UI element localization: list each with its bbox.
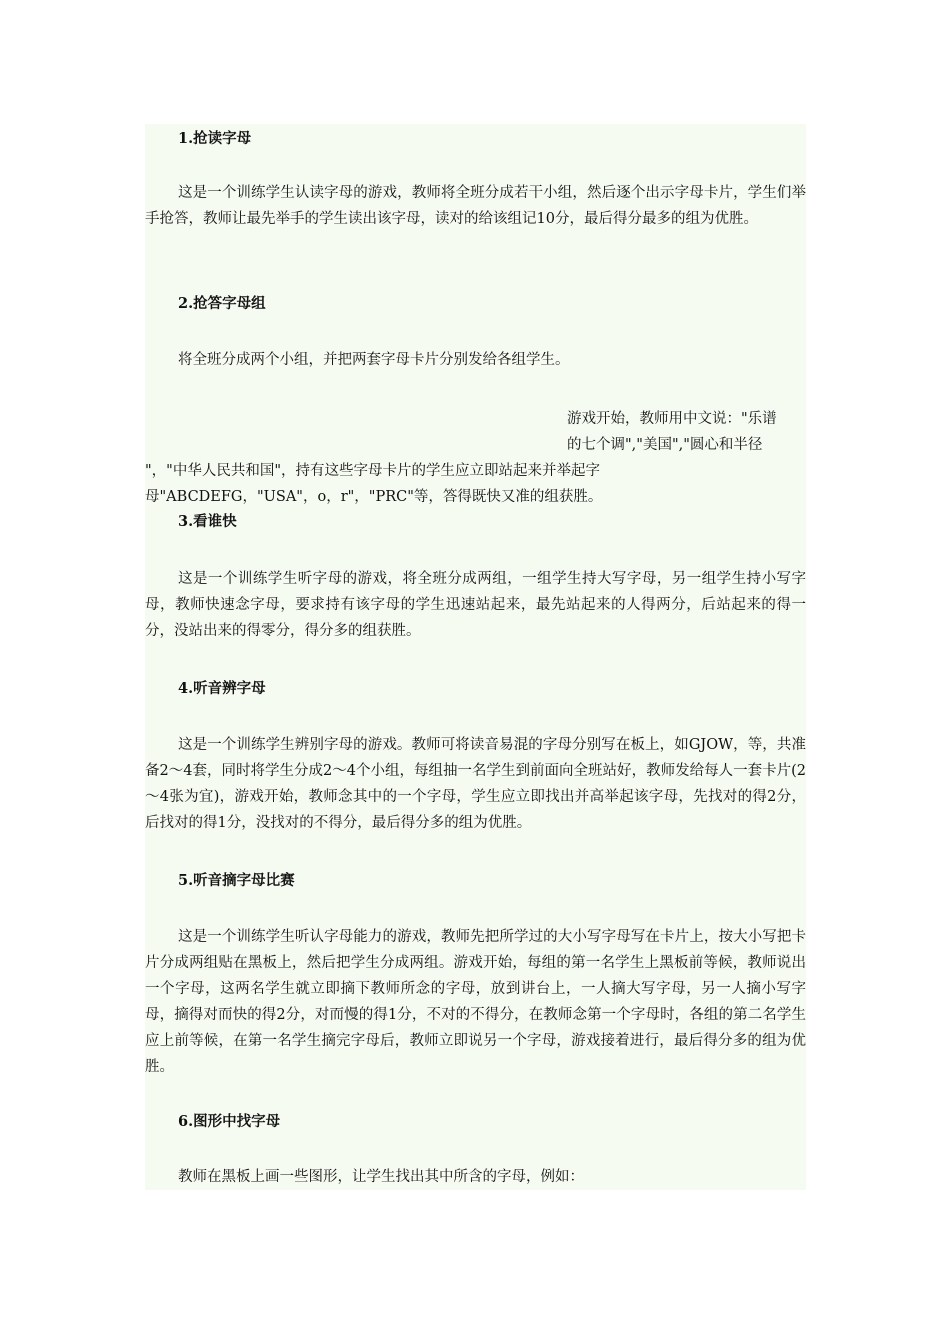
section-2-extra: [145, 406, 806, 516]
section-4-body: 这是一个训练学生辨别字母的游戏。教师可将读音易混的字母分别写在板上，如GJOW，等，共准备2～4套，同时将学生分成2～4个小组，每组抽一名学生到前面向全班站好，教师发给每人一套卡片(2～4张为宜)，游戏开始，教师念其中的一个字母，学生应立即找出并高举起该字母，先找对的得2分，后找对的得1分，没找对的不得分，最后得分多的组为优胜。: [145, 737, 806, 831]
section-6-title: 6.图形中找字母: [178, 1113, 281, 1130]
document-page: [145, 124, 806, 1190]
section-2-extra-line-2: 的七个调","美国","圆心和半径: [567, 437, 763, 453]
section-4-title: 4.听音辨字母: [178, 680, 266, 697]
section-2-body: 将全班分成两个小组，并把两套字母卡片分别发给各组学生。: [178, 352, 570, 368]
section-1-body: 这是一个训练学生认读字母的游戏，教师将全班分成若干小组，然后逐个出示字母卡片，学生们举手抢答，教师让最先举手的学生读出该字母，读对的给该组记10分，最后得分最多的组为优胜。: [145, 185, 806, 227]
section-3-title: 3.看谁快: [178, 513, 237, 530]
section-2-extra-line-1: 游戏开始，教师用中文说："乐谱: [567, 411, 777, 427]
section-5-body: 这是一个训练学生听认字母能力的游戏，教师先把所学过的大小写字母写在卡片上，按大小写把卡片分成两组贴在黑板上，然后把学生分成两组。游戏开始，每组的第一名学生上黑板前等候，教师说出一个字母，这两名学生就立即摘下教师所念的字母，放到讲台上，一人摘大写字母，另一人摘小写字母，摘得对而快的得2分，对而慢的得1分，不对的不得分，在教师念第一个字母时，各组的第二名学生应上前等候，在第一名学生摘完字母后，教师立即说另一个字母，游戏接着进行，最后得分多的组为优胜。: [145, 929, 806, 1075]
section-2-extra-line-3: "，"中华人民共和国"，持有这些字母卡片的学生应立即站起来并举起字: [145, 463, 601, 479]
section-2-title: 2.抢答字母组: [178, 295, 266, 312]
section-6-body: 教师在黑板上画一些图形，让学生找出其中所含的字母，例如：: [178, 1169, 584, 1185]
section-1-title: 1.抢读字母: [178, 130, 252, 147]
section-3-body: 这是一个训练学生听字母的游戏，将全班分成两组，一组学生持大写字母，另一组学生持小写字母，教师快速念字母，要求持有该字母的学生迅速站起来，最先站起来的人得两分，后站起来的得一分，没站出来的得零分，得分多的组获胜。: [145, 571, 806, 639]
section-2-extra-line-4: 母"ABCDEFG，"USA"，o，r"，"PRC"等，答得既快又准的组获胜。: [145, 489, 603, 505]
section-5-title: 5.听音摘字母比赛: [178, 872, 295, 889]
